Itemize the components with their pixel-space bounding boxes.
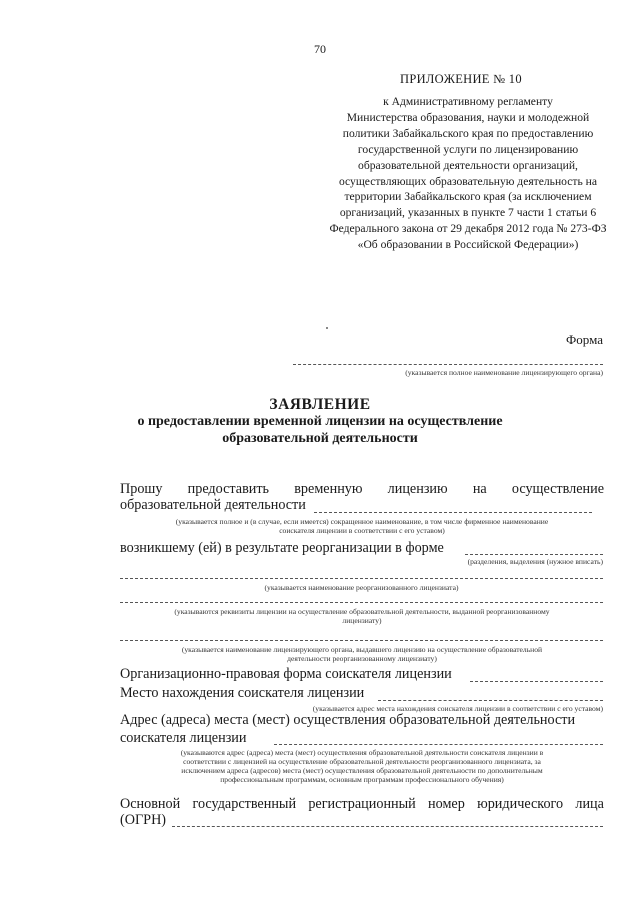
name-hint-2: соискателя лицензии в соответствии с его уставом) (279, 526, 445, 535)
ogrn-word: Основной (120, 796, 181, 812)
ogrn-word: государственный (192, 796, 297, 812)
request-word: временную (294, 481, 363, 497)
addresses-label-2: соискателя лицензии (120, 730, 247, 746)
location-field[interactable] (378, 700, 603, 701)
form-label: Форма (566, 332, 603, 347)
reorg-name-hint: (указывается наименование реорганизованного лицензиата) (264, 583, 459, 592)
request-word: предоставить (187, 481, 270, 497)
ogrn-word: лица (575, 796, 604, 812)
ogrn-word: номер (428, 796, 465, 812)
ogrn-field[interactable] (172, 826, 603, 827)
license-details-hint-1: (указываются реквизиты лицензии на осуществление образовательной деятельности, выданной реорганизованному (174, 607, 550, 616)
authority-field-line[interactable] (293, 364, 603, 365)
request-word: Прошу (120, 481, 163, 497)
ogrn-word: юридического (477, 796, 564, 812)
statement-title: ЗАЯВЛЕНИЕ (269, 396, 371, 413)
legal-form-field[interactable] (470, 681, 603, 682)
request-line-2: образовательной деятельности (120, 497, 306, 513)
appendix-line: Федерального закона от 29 декабря 2012 года № 273-ФЗ (329, 222, 607, 236)
page-number: 70 (314, 42, 326, 56)
addresses-hint-3: исключением адреса (адресов) места (мест) осуществления образовательной деятельности по дополнительным (181, 766, 543, 775)
appendix-line: территории Забайкальского края (за исключением (344, 190, 592, 204)
request-word: лицензию (387, 481, 448, 497)
appendix-lines (308, 94, 628, 253)
legal-form-label: Организационно-правовая форма соискателя лицензии (120, 666, 452, 682)
appendix-title: ПРИЛОЖЕНИЕ № 10 (400, 72, 522, 86)
reorg-label: возникшему (ей) в результате реорганизации в форме (120, 540, 444, 556)
location-label: Место нахождения соискателя лицензии (120, 685, 365, 701)
addresses-hint-1: (указываются адрес (адреса) места (мест) осуществления образовательной деятельности соискателя лицензии в (180, 748, 544, 757)
reorg-name-field[interactable] (120, 578, 603, 579)
license-details-field[interactable] (120, 602, 603, 603)
appendix-line: государственной услуги по лицензированию (357, 142, 579, 156)
addresses-field[interactable] (274, 744, 603, 745)
appendix-line: осуществляющих образовательную деятельность на (338, 174, 598, 188)
location-hint: (указывается адрес места нахождения соискателя лицензии в соответствии с его уставом) (312, 704, 603, 713)
issuing-authority-hint-2: деятельности реорганизованному лицензиату) (287, 654, 437, 663)
appendix-line: к Административному регламенту (383, 95, 553, 108)
appendix-line: Министерства образования, науки и молодежной (346, 110, 590, 124)
reorg-form-field[interactable] (465, 554, 603, 555)
request-line-1 (120, 481, 604, 498)
addresses-hint-2: соответствии с лицензией на осуществление образовательной деятельности реорганизованного лицензиата, за (183, 757, 541, 766)
issuing-authority-hint-1: (указывается наименование лицензирующего органа, выдавшего лицензию на осуществление образовательной (181, 645, 543, 654)
appendix-line: политики Забайкальского края по предоставлению (342, 126, 594, 140)
addresses-hint-4: профессиональным программам, основным программам профессионального обучения) (220, 775, 504, 784)
scan-speck (326, 327, 328, 329)
ogrn-word: регистрационный (308, 796, 416, 812)
statement-subtitle-1: о предоставлении временной лицензии на осуществление (137, 414, 503, 429)
issuing-authority-field[interactable] (120, 640, 603, 641)
request-word: осуществление (511, 481, 604, 497)
reorg-form-hint: (разделения, выделения (нужное вписать) (467, 557, 603, 566)
appendix-line: образовательной деятельности организаций, (358, 158, 578, 172)
ogrn-line-1 (120, 796, 604, 813)
ogrn-label: (ОГРН) (120, 812, 167, 828)
appendix-line: «Об образовании в Российской Федерации») (357, 238, 579, 252)
authority-hint: (указывается полное наименование лицензирующего органа) (405, 368, 603, 377)
addresses-label-1: Адрес (адреса) места (мест) осуществления образовательной деятельности (120, 712, 576, 728)
appendix-line: организаций, указанных в пункте 7 части 1 статьи 6 (339, 206, 597, 220)
statement-subtitle-2: образовательной деятельности (222, 431, 418, 446)
license-details-hint-2: лицензиату) (342, 616, 382, 625)
name-hint-1: (указывается полное и (в случае, если имеется) сокращенное наименование, в том числе фирменное наименование (175, 517, 549, 526)
request-word: на (472, 481, 487, 497)
applicant-name-field[interactable] (314, 512, 592, 513)
